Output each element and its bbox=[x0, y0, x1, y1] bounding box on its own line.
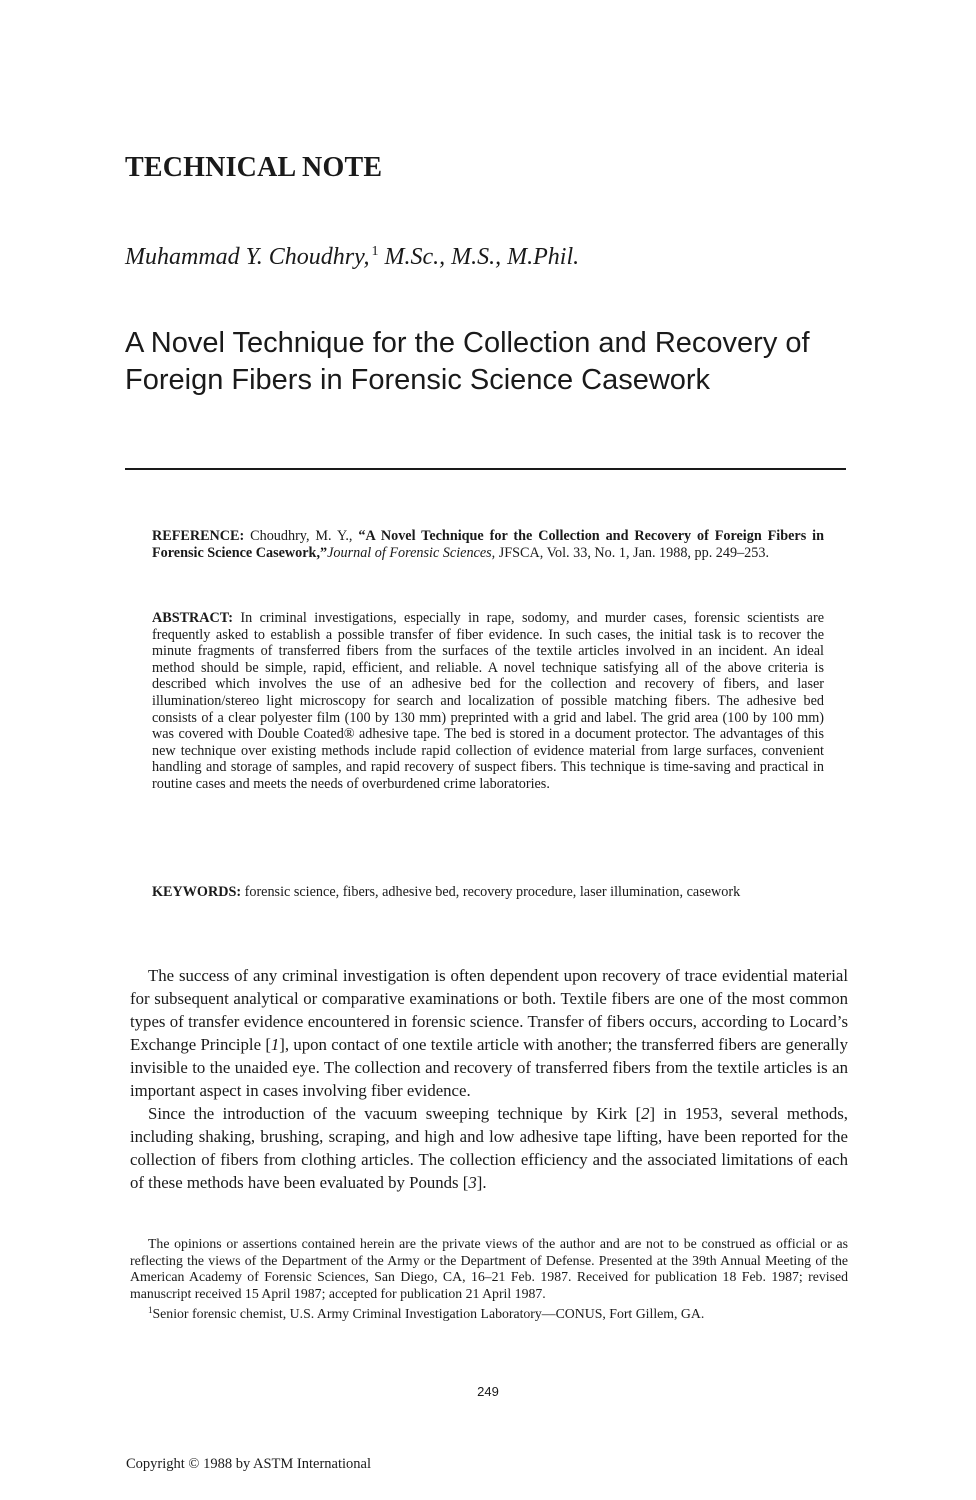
title-divider bbox=[125, 468, 846, 470]
footnote-affiliation-text: Senior forensic chemist, U.S. Army Criminal Investigation Laboratory—CONUS, Fort Gillem, GA. bbox=[152, 1306, 705, 1322]
author-degrees: M.Sc., M.S., M.Phil. bbox=[384, 244, 580, 270]
article-title: A Novel Technique for the Collection and Recovery of Foreign Fibers in Forensic Science Casework bbox=[125, 327, 810, 396]
body-p1-text-b: ], upon contact of one textile article with another; the transferred fibers are generally invisible to the unaided eye. The collection and recovery of transferred fibers from the textile articles is an important aspect in cases involving fiber evidence. bbox=[130, 1035, 848, 1100]
copyright-notice: Copyright © 1988 by ASTM International bbox=[126, 1456, 372, 1472]
reference-journal: Journal of Forensic Sciences, bbox=[327, 544, 496, 561]
body-paragraph-1 bbox=[130, 964, 848, 1102]
author-footnote-mark: 1 bbox=[371, 244, 379, 259]
footnote-disclaimer: The opinions or assertions contained herein are the private views of the author and are not to be construed as official or as reflecting the views of the Department of the Army or the Department of Defense. Presented at the 39th Annual Meeting of the American Academy of Forensic Sciences, San Diego, CA, 16–21 Feb. 1987. Received for publication 18 Feb. 1987; revised manuscript received 15 April 1987; accepted for publication 21 April 1987. bbox=[130, 1236, 848, 1301]
section-label: TECHNICAL NOTE bbox=[125, 152, 383, 183]
citation-ref-2: 2 bbox=[641, 1104, 650, 1123]
page-number: 249 bbox=[477, 1384, 499, 1399]
citation-ref-1: 1 bbox=[270, 1035, 280, 1054]
body-paragraph-2 bbox=[130, 1102, 848, 1194]
abstract-text: In criminal investigations, especially in rape, sodomy, and murder cases, forensic scientists are frequently asked to establish a possible transfer of fiber evidence. In such cases, the initial task is to recover the minute fragments of transferred fibers from the surfaces of the textile articles involved in an incident. An ideal method should be simple, rapid, efficient, and reliable. A novel technique satisfying all of the above criteria is described which involves the use of an adhesive bed for the collection and recovery of fibers, and laser illumination/stereo light microscopy for search and localization of possible matching fibers. The adhesive bed consists of a clear polyester film (100 by 130 mm) preprinted with a grid and label. The grid area (100 by 100 mm) was covered with Double Coated® adhesive tape. The bed is stored in a document protector. The advantages of this new technique over existing methods include rapid collection of evidence material from large surfaces, convenient handling and storage of samples, and rapid recovery of suspect fibers. This technique is time-saving and practical in routine cases and meets the needs of overburdened crime laboratories. bbox=[152, 610, 824, 792]
keywords-block bbox=[152, 884, 824, 901]
reference-article-title: “A Novel Technique for the Collection and Recovery of Foreign Fibers in Forensic Science Casework,” bbox=[152, 528, 824, 561]
citation-ref-3: 3 bbox=[468, 1173, 477, 1192]
abstract-label: ABSTRACT: bbox=[152, 610, 233, 626]
keywords-label: KEYWORDS: bbox=[152, 884, 242, 900]
reference-details: JFSCA, Vol. 33, No. 1, Jan. 1988, pp. 249–253. bbox=[498, 544, 770, 561]
reference-label: REFERENCE: bbox=[152, 528, 245, 544]
body-text bbox=[130, 964, 848, 1194]
footnote-affiliation bbox=[130, 1302, 848, 1323]
reference-block bbox=[152, 528, 824, 561]
abstract-block bbox=[152, 610, 824, 793]
keywords-text: forensic science, fibers, adhesive bed, recovery procedure, laser illumination, casework bbox=[244, 884, 741, 900]
footnotes bbox=[130, 1236, 848, 1323]
reference-authors: Choudhry, M. Y., bbox=[250, 528, 353, 544]
body-p2-text-a: Since the introduction of the vacuum sweeping technique by Kirk [ bbox=[148, 1104, 642, 1123]
footnote-mark: 1 bbox=[148, 1305, 153, 1316]
body-p1-text-a: The success of any criminal investigation is often dependent upon recovery of trace evidential material for subsequent analytical or comparative examinations or both. Textile fibers are one of the most common types of transfer evidence encountered in forensic science. Transfer of fibers occurs, according to Locard’s Exchange Principle [ bbox=[130, 966, 848, 1054]
author-name: Muhammad Y. Choudhry, bbox=[125, 244, 370, 270]
body-p2-text-b: ] in 1953, several methods, including shaking, brushing, scraping, and high and low adhesive tape lifting, have been reported for the collection of fibers from clothing articles. The collection efficiency and the associated limitations of each of these methods have been evaluated by Pounds [ bbox=[130, 1104, 848, 1192]
body-p2-text-c: ]. bbox=[476, 1173, 487, 1192]
author-line bbox=[125, 244, 579, 271]
